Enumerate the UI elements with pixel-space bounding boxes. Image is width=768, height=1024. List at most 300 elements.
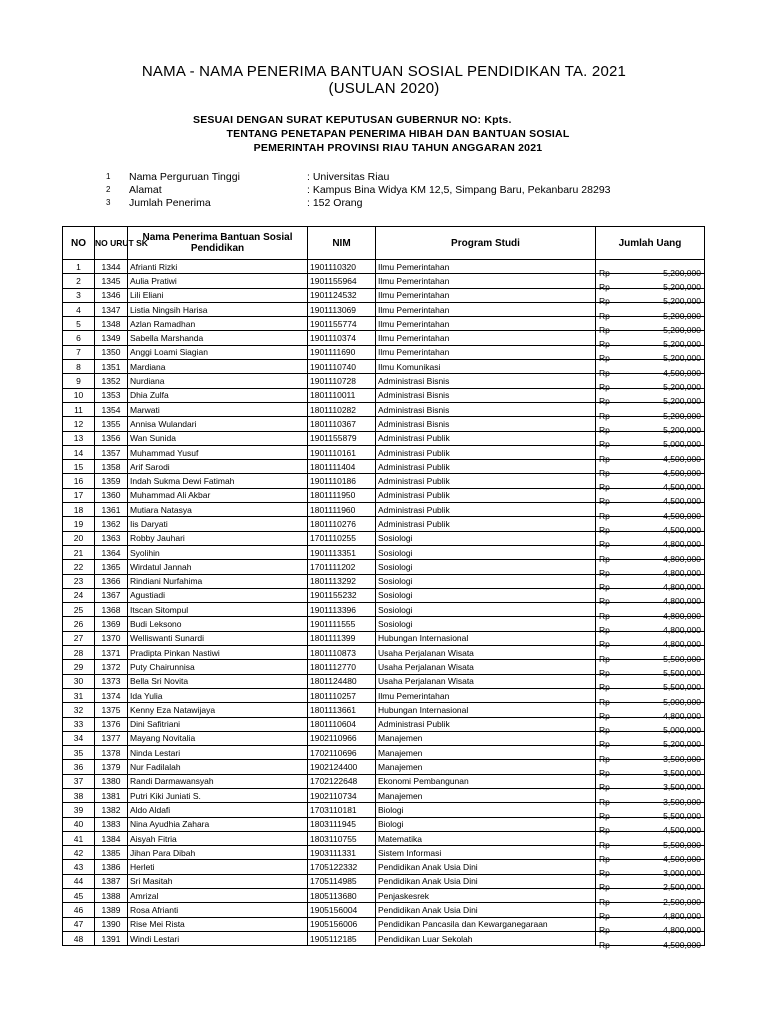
cell-name: Dhia Zulfa [128,388,308,402]
table-row [63,402,705,416]
amount-value: 4,800,000 [663,539,701,550]
cell-nim: 1901110161 [308,445,376,459]
amount-value: 5,200,000 [663,339,701,350]
currency-label: Rp [599,667,610,678]
column-header-amount: Jumlah Uang [596,227,705,260]
amount-value: 4,500,000 [663,467,701,478]
cell-name: Aulia Pratiwi [128,274,308,288]
table-row [63,388,705,402]
table-row [63,617,705,631]
currency-label: Rp [599,310,610,321]
cell-name: Sabella Marshanda [128,331,308,345]
amount-value: 4,800,000 [663,625,701,636]
table-row [63,302,705,316]
amount-value: 4,500,000 [663,524,701,535]
table-row [63,817,705,831]
table-row [63,574,705,588]
cell-name: Syolihin [128,545,308,559]
currency-label: Rp [599,682,610,693]
amount-value: 5,200,000 [663,267,701,278]
cell-program: Administrasi Publik [376,517,596,531]
info-row-address [0,183,768,197]
table-row [63,703,705,717]
cell-program: Sosiologi [376,560,596,574]
table-row [63,474,705,488]
amount-value: 5,200,000 [663,281,701,292]
cell-nim: 1801111404 [308,460,376,474]
cell-name: Wirdatul Jannah [128,560,308,574]
table-row [63,531,705,545]
cell-amount [596,760,705,779]
cell-nim: 1901110320 [308,260,376,274]
table-row [63,746,705,760]
cell-no: 4 [63,302,95,316]
amount-value: 4,800,000 [663,639,701,650]
table-row [63,674,705,688]
cell-amount [596,360,705,378]
currency-label: Rp [599,868,610,879]
info-number: 3 [106,198,111,207]
cell-program: Ekonomi Pembangunan [376,774,596,788]
cell-name: Muhammad Yusuf [128,445,308,459]
cell-urut: 1390 [95,917,128,931]
cell-program: Sistem Informasi [376,846,596,860]
currency-label: Rp [599,796,610,807]
info-label: Nama Perguruan Tinggi [129,171,240,183]
table-row [63,317,705,331]
cell-urut: 1374 [95,688,128,702]
cell-nim: 1903111331 [308,846,376,860]
cell-nim: 1901113396 [308,603,376,617]
currency-label: Rp [599,482,610,493]
cell-name: Budi Leksono [128,617,308,631]
cell-amount [596,674,705,693]
column-header-nim: NIM [308,227,376,260]
cell-amount [596,831,705,850]
amount-value: 5,200,000 [663,410,701,421]
currency-label: Rp [599,339,610,350]
cell-no: 16 [63,474,95,488]
cell-amount [596,646,705,664]
cell-name: Aisyah Fitria [128,831,308,845]
currency-label: Rp [599,768,610,779]
cell-amount [596,331,705,350]
cell-program: Biologi [376,817,596,831]
table-row [63,260,705,274]
cell-amount [596,603,705,621]
cell-urut: 1377 [95,731,128,745]
table-row [63,274,705,288]
amount-value: 5,200,000 [663,396,701,407]
cell-urut: 1361 [95,503,128,517]
cell-amount [596,317,705,335]
amount-value: 2,500,000 [663,896,701,907]
currency-label: Rp [599,567,610,578]
table-row [63,889,705,903]
cell-nim: 1905156006 [308,917,376,931]
info-row-recipients [0,196,768,210]
cell-amount [596,817,705,836]
table-row [63,374,705,388]
info-row-university [0,170,768,184]
amount-value: 5,500,000 [663,667,701,678]
amount-value: 4,500,000 [663,510,701,521]
cell-program: Matematika [376,831,596,845]
amount-value: 5,200,000 [663,324,701,335]
info-value: : 152 Orang [307,197,363,209]
amount-value: 4,800,000 [663,596,701,607]
cell-urut: 1366 [95,574,128,588]
cell-program: Administrasi Bisnis [376,374,596,388]
amount-value: 4,500,000 [663,825,701,836]
cell-nim: 1801110604 [308,717,376,731]
cell-program: Sosiologi [376,531,596,545]
cell-name: Nurdiana [128,374,308,388]
cell-urut: 1379 [95,760,128,774]
cell-no: 9 [63,374,95,388]
cell-no: 45 [63,889,95,903]
cell-no: 42 [63,846,95,860]
document-subtitle: (USULAN 2020) [328,80,440,97]
table-row [63,760,705,774]
cell-amount [596,260,705,278]
cell-name: Indah Sukma Dewi Fatimah [128,474,308,488]
cell-name: Rise Mei Rista [128,917,308,931]
table-row [63,345,705,359]
cell-urut: 1352 [95,374,128,388]
cell-amount [596,274,705,292]
cell-amount [596,488,705,507]
amount-value: 5,000,000 [663,439,701,450]
cell-name: Lili Eliani [128,288,308,302]
cell-name: Putri Kiki Juniati S. [128,788,308,802]
cell-no: 36 [63,760,95,774]
cell-no: 6 [63,331,95,345]
amount-value: 4,800,000 [663,911,701,921]
cell-program: Administrasi Publik [376,488,596,502]
cell-name: Rosa Afrianti [128,903,308,917]
cell-no: 24 [63,588,95,602]
cell-amount [596,402,705,421]
cell-nim: 1905112185 [308,931,376,945]
cell-urut: 1364 [95,545,128,559]
cell-urut: 1370 [95,631,128,645]
cell-program: Administrasi Bisnis [376,388,596,402]
cell-no: 13 [63,431,95,445]
table-row [63,588,705,602]
cell-urut: 1357 [95,445,128,459]
currency-label: Rp [599,639,610,650]
cell-amount [596,617,705,636]
cell-urut: 1363 [95,531,128,545]
cell-no: 3 [63,288,95,302]
cell-urut: 1373 [95,674,128,688]
cell-name: Anggi Loami Siagian [128,345,308,359]
table-row [63,503,705,517]
cell-nim: 1803111945 [308,817,376,831]
cell-urut: 1368 [95,603,128,617]
cell-nim: 1702122648 [308,774,376,788]
cell-no: 34 [63,731,95,745]
currency-label: Rp [599,653,610,664]
cell-amount [596,917,705,936]
cell-nim: 1701110255 [308,531,376,545]
cell-nim: 1801110873 [308,646,376,660]
cell-amount [596,345,705,364]
amount-value: 3,500,000 [663,753,701,764]
cell-nim: 1705122332 [308,860,376,874]
cell-program: Usaha Perjalanan Wisata [376,646,596,660]
currency-label: Rp [599,939,610,950]
amount-value: 4,500,000 [663,853,701,864]
amount-value: 5,000,000 [663,696,701,707]
cell-program: Manajemen [376,731,596,745]
cell-nim: 1801124480 [308,674,376,688]
cell-program: Hubungan Internasional [376,703,596,717]
cell-no: 29 [63,660,95,674]
cell-no: 35 [63,746,95,760]
cell-nim: 1905156004 [308,903,376,917]
table-row [63,460,705,474]
cell-name: Listia Ningsih Harisa [128,302,308,316]
currency-label: Rp [599,553,610,564]
cell-no: 41 [63,831,95,845]
cell-name: Nur Fadilalah [128,760,308,774]
currency-label: Rp [599,324,610,335]
cell-urut: 1388 [95,889,128,903]
cell-amount [596,460,705,478]
cell-nim: 1801113292 [308,574,376,588]
cell-program: Ilmu Pemerintahan [376,260,596,274]
cell-name: Afrianti Rizki [128,260,308,274]
currency-label: Rp [599,539,610,550]
amount-value: 3,500,000 [663,768,701,779]
cell-nim: 1902124400 [308,760,376,774]
cell-amount [596,288,705,307]
amount-value: 4,800,000 [663,710,701,721]
cell-name: Arif Sarodi [128,460,308,474]
amount-value: 4,500,000 [663,482,701,493]
cell-program: Ilmu Komunikasi [376,360,596,374]
cell-no: 12 [63,417,95,431]
cell-nim: 1801110257 [308,688,376,702]
table-row [63,646,705,660]
cell-urut: 1356 [95,431,128,445]
cell-name: Welliswanti Sunardi [128,631,308,645]
cell-amount [596,431,705,450]
table-row [63,688,705,702]
cell-program: Ilmu Pemerintahan [376,302,596,316]
cell-urut: 1375 [95,703,128,717]
cell-no: 22 [63,560,95,574]
cell-program: Pendidikan Anak Usia Dini [376,903,596,917]
cell-urut: 1359 [95,474,128,488]
cell-nim: 1801110011 [308,388,376,402]
cell-urut: 1382 [95,803,128,817]
column-header-no: NO [63,227,95,260]
decree-subject: TENTANG PENETAPAN PENERIMA HIBAH DAN BANTUAN SOSIAL [226,128,570,140]
cell-nim: 1702110696 [308,746,376,760]
currency-label: Rp [599,911,610,921]
cell-program: Manajemen [376,760,596,774]
cell-no: 27 [63,631,95,645]
table-row [63,331,705,345]
currency-label: Rp [599,853,610,864]
amount-value: 5,200,000 [663,296,701,307]
amount-value: 4,500,000 [663,453,701,464]
currency-label: Rp [599,739,610,750]
cell-program: Sosiologi [376,588,596,602]
currency-label: Rp [599,281,610,292]
cell-urut: 1389 [95,903,128,917]
cell-amount [596,774,705,793]
column-header-name: Nama Penerima Bantuan Sosial Pendidikan [128,227,308,260]
amount-value: 5,000,000 [663,725,701,736]
cell-name: Marwati [128,402,308,416]
cell-no: 44 [63,874,95,888]
cell-no: 48 [63,931,95,945]
table-row [63,660,705,674]
cell-name: Mardiana [128,360,308,374]
table-row [63,288,705,302]
cell-amount [596,931,705,950]
amount-value: 4,500,000 [663,367,701,378]
cell-urut: 1353 [95,388,128,402]
cell-amount [596,474,705,493]
amount-value: 3,500,000 [663,782,701,793]
amount-value: 5,500,000 [663,653,701,664]
cell-urut: 1358 [95,460,128,474]
cell-no: 23 [63,574,95,588]
cell-program: Biologi [376,803,596,817]
amount-value: 4,500,000 [663,496,701,507]
table-header-row [63,227,705,260]
cell-amount [596,717,705,736]
cell-program: Manajemen [376,788,596,802]
cell-amount [596,788,705,807]
table-row [63,774,705,788]
amount-value: 3,500,000 [663,796,701,807]
cell-no: 21 [63,545,95,559]
currency-label: Rp [599,710,610,721]
amount-value: 4,800,000 [663,567,701,578]
cell-amount [596,545,705,564]
currency-label: Rp [599,896,610,907]
cell-urut: 1386 [95,860,128,874]
cell-urut: 1391 [95,931,128,945]
cell-nim: 1902110734 [308,788,376,802]
currency-label: Rp [599,453,610,464]
currency-label: Rp [599,810,610,821]
cell-program: Sosiologi [376,603,596,617]
currency-label: Rp [599,610,610,621]
currency-label: Rp [599,410,610,421]
cell-nim: 1801111960 [308,503,376,517]
cell-amount [596,631,705,650]
cell-program: Administrasi Publik [376,474,596,488]
cell-name: Itscan Sitompul [128,603,308,617]
cell-no: 43 [63,860,95,874]
cell-nim: 1801111950 [308,488,376,502]
cell-name: Ida Yulia [128,688,308,702]
currency-label: Rp [599,782,610,793]
info-label: Alamat [129,184,162,196]
cell-no: 25 [63,603,95,617]
recipients-table [62,226,705,950]
cell-nim: 1703110181 [308,803,376,817]
cell-program: Ilmu Pemerintahan [376,288,596,302]
cell-name: Azlan Ramadhan [128,317,308,331]
currency-label: Rp [599,882,610,893]
cell-program: Ilmu Pemerintahan [376,688,596,702]
cell-no: 5 [63,317,95,331]
cell-name: Iis Daryati [128,517,308,531]
cell-amount [596,517,705,535]
cell-name: Annisa Wulandari [128,417,308,431]
table-row [63,860,705,874]
cell-urut: 1360 [95,488,128,502]
cell-amount [596,731,705,750]
amount-value: 5,200,000 [663,739,701,750]
cell-urut: 1354 [95,402,128,416]
amount-value: 4,800,000 [663,553,701,564]
cell-amount [596,889,705,907]
cell-name: Bella Sri Novita [128,674,308,688]
table-row [63,788,705,802]
amount-value: 4,800,000 [663,925,701,936]
cell-nim: 1901111555 [308,617,376,631]
cell-name: Agustiadi [128,588,308,602]
cell-program: Hubungan Internasional [376,631,596,645]
cell-urut: 1372 [95,660,128,674]
currency-label: Rp [599,382,610,393]
amount-value: 4,500,000 [663,939,701,950]
info-number: 1 [106,172,111,181]
currency-label: Rp [599,267,610,278]
cell-program: Ilmu Pemerintahan [376,331,596,345]
cell-urut: 1378 [95,746,128,760]
cell-urut: 1351 [95,360,128,374]
cell-nim: 1805113680 [308,889,376,903]
cell-no: 19 [63,517,95,531]
cell-urut: 1348 [95,317,128,331]
cell-name: Pradipta Pinkan Nastiwi [128,646,308,660]
cell-amount [596,846,705,864]
cell-urut: 1350 [95,345,128,359]
decree-reference: SESUAI DENGAN SURAT KEPUTUSAN GUBERNUR NO: Kpts. [193,114,512,126]
cell-urut: 1380 [95,774,128,788]
column-header-program: Program Studi [376,227,596,260]
cell-program: Sosiologi [376,574,596,588]
cell-nim: 1801110276 [308,517,376,531]
amount-value: 3,000,000 [663,868,701,879]
cell-name: Kenny Eza Natawijaya [128,703,308,717]
cell-amount [596,803,705,821]
cell-urut: 1344 [95,260,128,274]
cell-urut: 1381 [95,788,128,802]
currency-label: Rp [599,424,610,435]
amount-value: 4,800,000 [663,610,701,621]
cell-program: Administrasi Bisnis [376,402,596,416]
cell-name: Mayang Novitalia [128,731,308,745]
cell-nim: 1801111399 [308,631,376,645]
cell-program: Ilmu Pemerintahan [376,274,596,288]
cell-program: Sosiologi [376,617,596,631]
currency-label: Rp [599,524,610,535]
table-row [63,846,705,860]
table-row [63,803,705,817]
cell-name: Amrizal [128,889,308,903]
